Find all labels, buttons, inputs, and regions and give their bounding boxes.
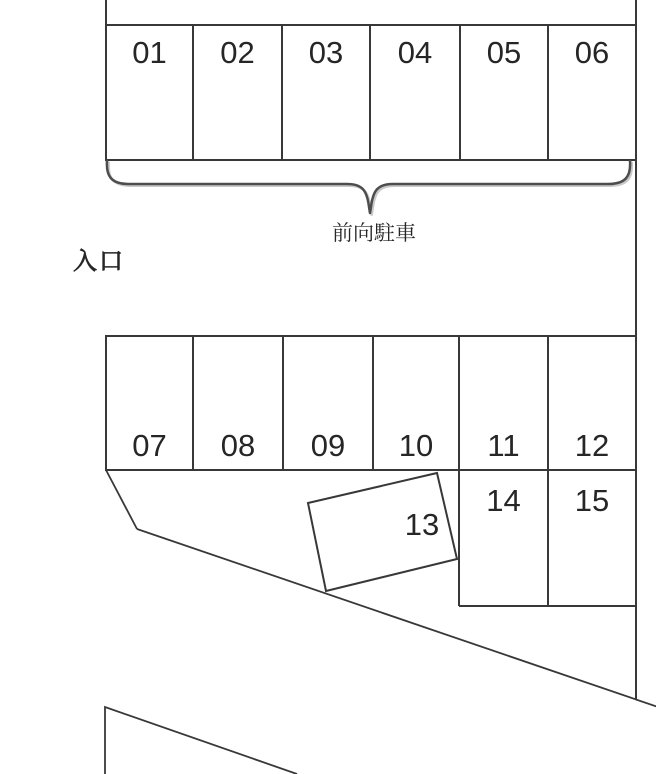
parking-space-13: 13: [404, 507, 440, 542]
parking-space-10: 10: [398, 428, 434, 463]
parking-space-01: 01: [132, 35, 167, 70]
curb-diagonal-short: [106, 470, 137, 529]
parking-space-15: 15: [574, 483, 610, 518]
parking-space-08: 08: [220, 428, 256, 463]
parking-space-09: 09: [310, 428, 346, 463]
parking-space-06: 06: [574, 35, 610, 70]
parking-space-02: 02: [220, 35, 255, 70]
parking-space-14: 14: [486, 483, 521, 518]
under-brace: [107, 161, 630, 213]
front-in-parking-label: 前向駐車: [332, 222, 416, 245]
parking-space-04: 04: [397, 35, 433, 70]
parking-space-07: 07: [132, 428, 167, 463]
entrance-label: 入口: [73, 248, 125, 275]
parking-space-03: 03: [308, 35, 344, 70]
parking-space-05: 05: [486, 35, 522, 70]
lower-lot-corner: [105, 707, 297, 774]
curb-diagonal-long: [137, 529, 656, 707]
parking-space-12: 12: [574, 428, 610, 463]
parking-space-11: 11: [487, 428, 520, 463]
